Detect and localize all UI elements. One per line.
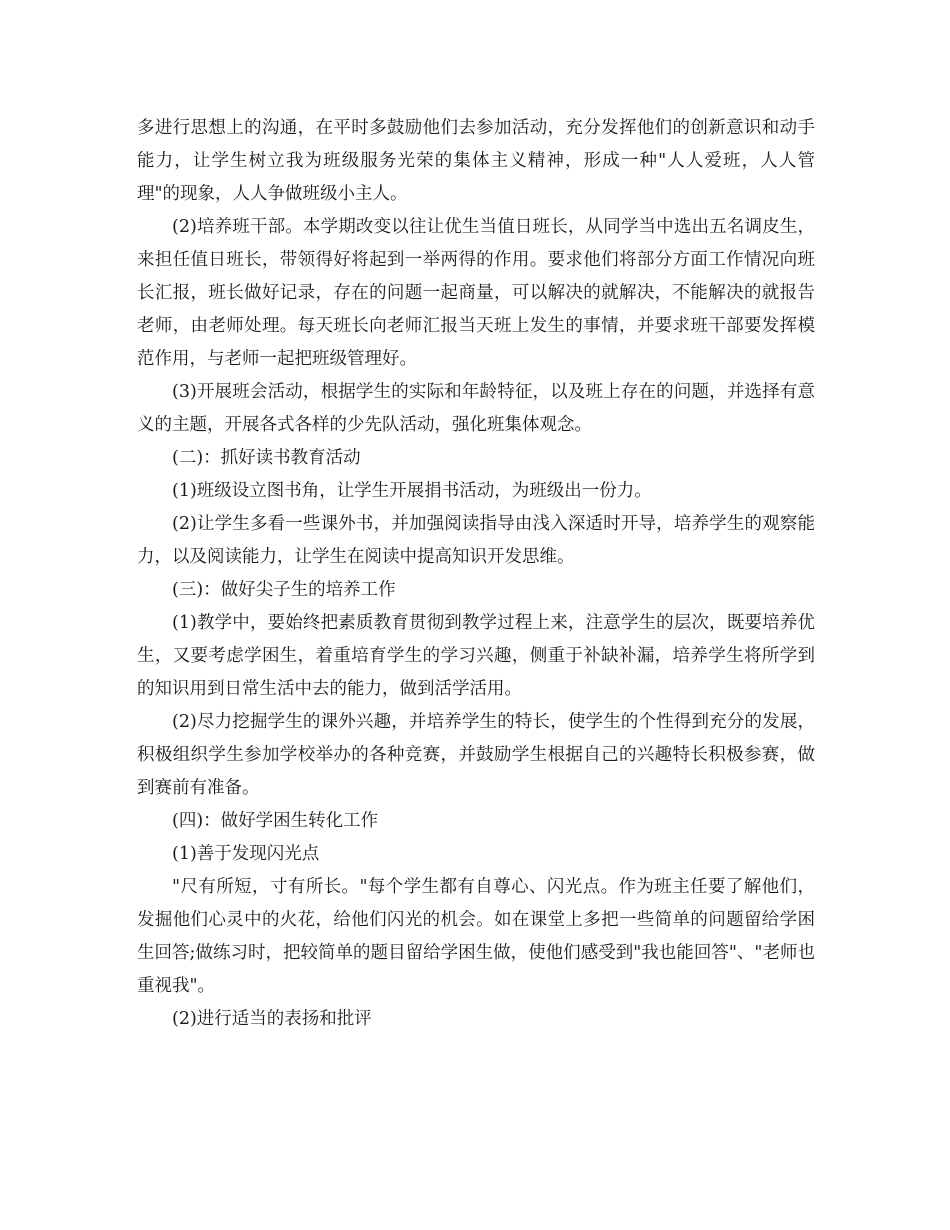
- paragraph-11: "尺有所短，寸有所长。"每个学生都有自尊心、闪光点。作为班主任要了解他们，发掘他们心灵中的火花，给他们闪光的机会。如在课堂上多把一些简单的问题留给学困生回答;做练习时，把较简单的题目留给学困生做，使他们感受到"我也能回答"、"老师也重视我"。: [137, 877, 815, 996]
- paragraph-1: (2)培养班干部。本学期改变以往让优生当值日班长，从同学当中选出五名调皮生，来担任值日班长，带领得好将起到一举两得的作用。要求他们将部分方面工作情况向班长汇报，班长做好记录，存在的问题一起商量，可以解决的就解决，不能解决的就报告老师，由老师处理。每天班长向老师汇报当天班上发生的事情，并要求班干部要发挥模范作用，与老师一起把班级管理好。: [137, 217, 815, 369]
- section-heading-3: (三)：做好尖子生的培养工作: [172, 580, 396, 600]
- paragraph-10: (1)善于发现闪光点: [172, 844, 320, 864]
- paragraph-7: (1)教学中，要始终把素质教育贯彻到教学过程上来，注意学生的层次，既要培养优生，又要考虑学困生，着重培育学生的学习兴趣，侧重于补缺补漏，培养学生将所学到的知识用到日常生活中去的能力，做到活学活用。: [137, 613, 815, 699]
- document-body: [137, 112, 815, 1036]
- paragraph-2: (3)开展班会活动，根据学生的实际和年龄特征，以及班上存在的问题，并选择有意义的主题，开展各式各样的少先队活动，强化班集体观念。: [137, 382, 815, 435]
- paragraph-0: 多进行思想上的沟通，在平时多鼓励他们去参加活动，充分发挥他们的创新意识和动手能力，让学生树立我为班级服务光荣的集体主义精神，形成一种"人人爱班，人人管理"的现象，人人争做班级小主人。: [137, 118, 815, 204]
- section-heading-2: (二)：抓好读书教育活动: [172, 448, 361, 468]
- paragraph-4: (1)班级设立图书角，让学生开展捐书活动，为班级出一份力。: [172, 481, 652, 501]
- section-heading-4: (四)：做好学困生转化工作: [172, 811, 379, 831]
- paragraph-8: (2)尽力挖掘学生的课外兴趣，并培养学生的特长，使学生的个性得到充分的发展，积极组织学生参加学校举办的各种竞赛，并鼓励学生根据自己的兴趣特长积极参赛，做到赛前有准备。: [137, 712, 815, 798]
- paragraph-12: (2)进行适当的表扬和批评: [172, 1009, 372, 1029]
- paragraph-5: (2)让学生多看一些课外书，并加强阅读指导由浅入深适时开导，培养学生的观察能力，以及阅读能力，让学生在阅读中提高知识开发思维。: [137, 514, 815, 567]
